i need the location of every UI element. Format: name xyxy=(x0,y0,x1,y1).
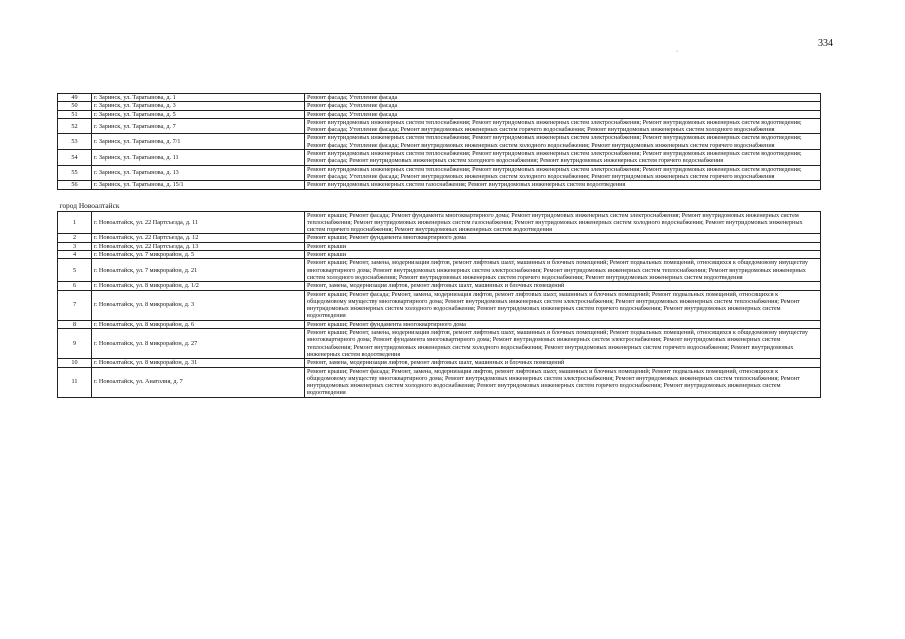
row-number: 1 xyxy=(58,211,92,234)
building-address: г. Новоалтайск, ул. 8 микрорайон, д. 1/2 xyxy=(92,282,305,290)
work-list: Ремонт крыши; Ремонт, замена, модернизация лифтов, ремонт лифтовых шахт, машинных и блочных помещений; Ремонт подвальных помещений, относящихся к общедомовому имуществу многоквартирного дома; Ремонт фундамента многоквартирного дома; Ремонт внутридомовых инженерных систем электроснабжения; Ремонт внутридомовых инженерных систем теплоснабжения; Ремонт внутридомовых инженерных систем холодного водоснабжения; Ремонт внутридомовых инженерных систем горячего водоснабжения; Ремонт внутридомовых инженерных систем водоотведения xyxy=(305,329,821,359)
work-list: Ремонт внутридомовых инженерных систем теплоснабжения; Ремонт внутридомовых инженерных систем электроснабжения; Ремонт внутридомовых инженерных систем водоотведения; Ремонт фасада; Ремонт внутридомовых инженерных систем холодного водоснабжения; Ремонт внутридомовых инженерных систем горячего водоснабжения xyxy=(305,150,821,166)
work-list: Ремонт фасада; Утепление фасада xyxy=(305,102,821,110)
table-row xyxy=(58,242,821,250)
row-number: 52 xyxy=(58,118,92,134)
work-list: Ремонт внутридомовых инженерных систем теплоснабжения; Ремонт внутридомовых инженерных систем электроснабжения; Ремонт внутридомовых инженерных систем водоотведения; Ремонт фасада; Утепление фасада; Ремонт внутридомовых инженерных систем горячего водоснабжения; Ремонт внутридомовых инженерных систем холодного водоснабжения xyxy=(305,118,821,134)
table-row xyxy=(58,320,821,328)
work-list: Ремонт внутридомовых инженерных систем теплоснабжения; Ремонт внутридомовых инженерных систем электроснабжения; Ремонт внутридомовых инженерных систем водоотведения; Ремонт фасада; Утепление фасада; Ремонт внутридомовых инженерных систем холодного водоснабжения; Ремонт внутридомовых инженерных систем горячего водоснабжения xyxy=(305,165,821,181)
scan-speck: · xyxy=(676,49,678,55)
table-row xyxy=(58,110,821,118)
work-list: Ремонт фасада; Утепление фасада xyxy=(305,94,821,102)
building-address: г. Новоалтайск, ул. 22 Партсъезда, д. 13 xyxy=(92,242,305,250)
table-row xyxy=(58,234,821,242)
row-number: 49 xyxy=(58,94,92,102)
row-number: 6 xyxy=(58,282,92,290)
row-number: 4 xyxy=(58,251,92,259)
work-list: Ремонт крыши; Ремонт фундамента многоквартирного дома xyxy=(305,234,821,242)
building-address: г. Новоалтайск, ул. Анатолия, д. 7 xyxy=(92,367,305,397)
work-list: Ремонт, замена, модернизация лифтов, ремонт лифтовых шахт, машинных и блочных помещений xyxy=(305,359,821,367)
work-list: Ремонт внутридомовых инженерных систем теплоснабжения; Ремонт внутридомовых инженерных систем электроснабжения; Ремонт внутридомовых инженерных систем водоотведения; Ремонт фасада; Утепление фасада; Ремонт внутридомовых инженерных систем холодного водоснабжения; Ремонт внутридомовых инженерных систем горячего водоснабжения xyxy=(305,134,821,150)
building-address: г. Заринск, ул. Таратынова, д. 1 xyxy=(92,94,305,102)
work-list: Ремонт крыши; Ремонт фасада; Ремонт фундамента многоквартирного дома; Ремонт внутридомовых инженерных систем электроснабжения; Ремонт внутридомовых инженерных систем теплоснабжения; Ремонт внутридомовых инженерных систем газоснабжения; Ремонт внутридомовых инженерных систем холодного водоснабжения; Ремонт внутридомовых инженерных систем горячего водоснабжения; Ремонт внутридомовых инженерных систем водоотведения xyxy=(305,211,821,234)
table-row xyxy=(58,290,821,320)
building-address: г. Новоалтайск, ул. 7 микрорайон, д. 21 xyxy=(92,259,305,282)
building-address: г. Заринск, ул. Таратынова, д. 13 xyxy=(92,165,305,181)
table-row xyxy=(58,102,821,110)
page-number: 334 xyxy=(818,38,833,49)
table-row xyxy=(58,259,821,282)
table-row xyxy=(58,181,821,189)
work-list: Ремонт внутридомовых инженерных систем газоснабжения; Ремонт внутридомовых инженерных систем водоотведения xyxy=(305,181,821,189)
building-address: г. Новоалтайск, ул. 8 микрорайон, д. 31 xyxy=(92,359,305,367)
row-number: 56 xyxy=(58,181,92,189)
repair-schedule-sheet xyxy=(57,93,820,398)
row-number: 11 xyxy=(58,367,92,397)
section-zarinsk xyxy=(58,94,821,190)
table-row xyxy=(58,118,821,134)
building-address: г. Новоалтайск, ул. 8 микрорайон, д. 27 xyxy=(92,329,305,359)
work-list: Ремонт крыши; Ремонт фундамента многоквартирного дома xyxy=(305,320,821,328)
table-row xyxy=(58,150,821,166)
building-address: г. Заринск, ул. Таратынова, д. 5 xyxy=(92,110,305,118)
row-number: 3 xyxy=(58,242,92,250)
building-address: г. Новоалтайск, ул. 7 микрорайон, д. 5 xyxy=(92,251,305,259)
row-number: 9 xyxy=(58,329,92,359)
work-list: Ремонт крыши; Ремонт фасада; Ремонт, замена, модернизация лифтов, ремонт лифтовых шахт, машинных и блочных помещений; Ремонт подвальных помещений, относящихся к общедомовому имуществу многоквартирного дома; Ремонт внутридомовых инженерных систем электроснабжения; Ремонт внутридомовых инженерных систем теплоснабжения; Ремонт внутридомовых инженерных систем холодного водоснабжения; Ремонт внутридомовых инженерных систем горячего водоснабжения; Ремонт внутридомовых инженерных систем водоотведения xyxy=(305,367,821,397)
table-row xyxy=(58,134,821,150)
table-row xyxy=(58,165,821,181)
table-row xyxy=(58,211,821,234)
row-number: 50 xyxy=(58,102,92,110)
row-number: 7 xyxy=(58,290,92,320)
section-novoaltaysk xyxy=(58,211,821,397)
building-address: г. Заринск, ул. Таратынова, д. 15/1 xyxy=(92,181,305,189)
building-address: г. Заринск, ул. Таратынова, д. 7 xyxy=(92,118,305,134)
building-address: г. Новоалтайск, ул. 8 микрорайон, д. 6 xyxy=(92,320,305,328)
repair-schedule-table xyxy=(57,93,821,398)
work-list: Ремонт крыши; Ремонт, замена, модернизация лифтов, ремонт лифтовых шахт, машинных и блочных помещений; Ремонт подвальных помещений, относящихся к общедомовому имуществу многоквартирного дома; Ремонт внутридомовых инженерных систем электроснабжения; Ремонт внутридомовых инженерных систем теплоснабжения; Ремонт внутридомовых инженерных систем холодного водоснабжения; Ремонт внутридомовых инженерных систем горячего водоснабжения; Ремонт внутридомовых инженерных систем водоотведения xyxy=(305,259,821,282)
row-number: 2 xyxy=(58,234,92,242)
table-row xyxy=(58,329,821,359)
row-number: 5 xyxy=(58,259,92,282)
row-number: 55 xyxy=(58,165,92,181)
table-row xyxy=(58,359,821,367)
work-list: Ремонт крыши; Ремонт фасада; Ремонт, замена, модернизация лифтов, ремонт лифтовых шахт, машинных и блочных помещений; Ремонт подвальных помещений, относящихся к общедомовому имуществу многоквартирного дома; Ремонт внутридомовых инженерных систем электроснабжения; Ремонт внутридомовых инженерных систем теплоснабжения; Ремонт внутридомовых инженерных систем холодного водоснабжения; Ремонт внутридомовых инженерных систем горячего водоснабжения; Ремонт внутридомовых инженерных систем водоотведения xyxy=(305,290,821,320)
building-address: г. Заринск, ул. Таратынова, д. 3 xyxy=(92,102,305,110)
building-address: г. Заринск, ул. Таратынова, д. 11 xyxy=(92,150,305,166)
work-list: Ремонт фасада; Утепление фасада xyxy=(305,110,821,118)
table-row xyxy=(58,94,821,102)
work-list: Ремонт крыши xyxy=(305,242,821,250)
building-address: г. Новоалтайск, ул. 22 Партсъезда, д. 12 xyxy=(92,234,305,242)
building-address: г. Новоалтайск, ул. 8 микрорайон, д. 3 xyxy=(92,290,305,320)
row-number: 8 xyxy=(58,320,92,328)
row-number: 10 xyxy=(58,359,92,367)
building-address: г. Заринск, ул. Таратынова, д. 7/1 xyxy=(92,134,305,150)
table-row xyxy=(58,367,821,397)
table-row xyxy=(58,251,821,259)
row-number: 54 xyxy=(58,150,92,166)
work-list: Ремонт, замена, модернизация лифтов, ремонт лифтовых шахт, машинных и блочных помещений xyxy=(305,282,821,290)
row-number: 51 xyxy=(58,110,92,118)
city-heading: город Новоалтайск xyxy=(58,196,821,212)
row-number: 53 xyxy=(58,134,92,150)
work-list: Ремонт крыши xyxy=(305,251,821,259)
building-address: г. Новоалтайск, ул. 22 Партсъезда, д. 11 xyxy=(92,211,305,234)
table-row xyxy=(58,282,821,290)
